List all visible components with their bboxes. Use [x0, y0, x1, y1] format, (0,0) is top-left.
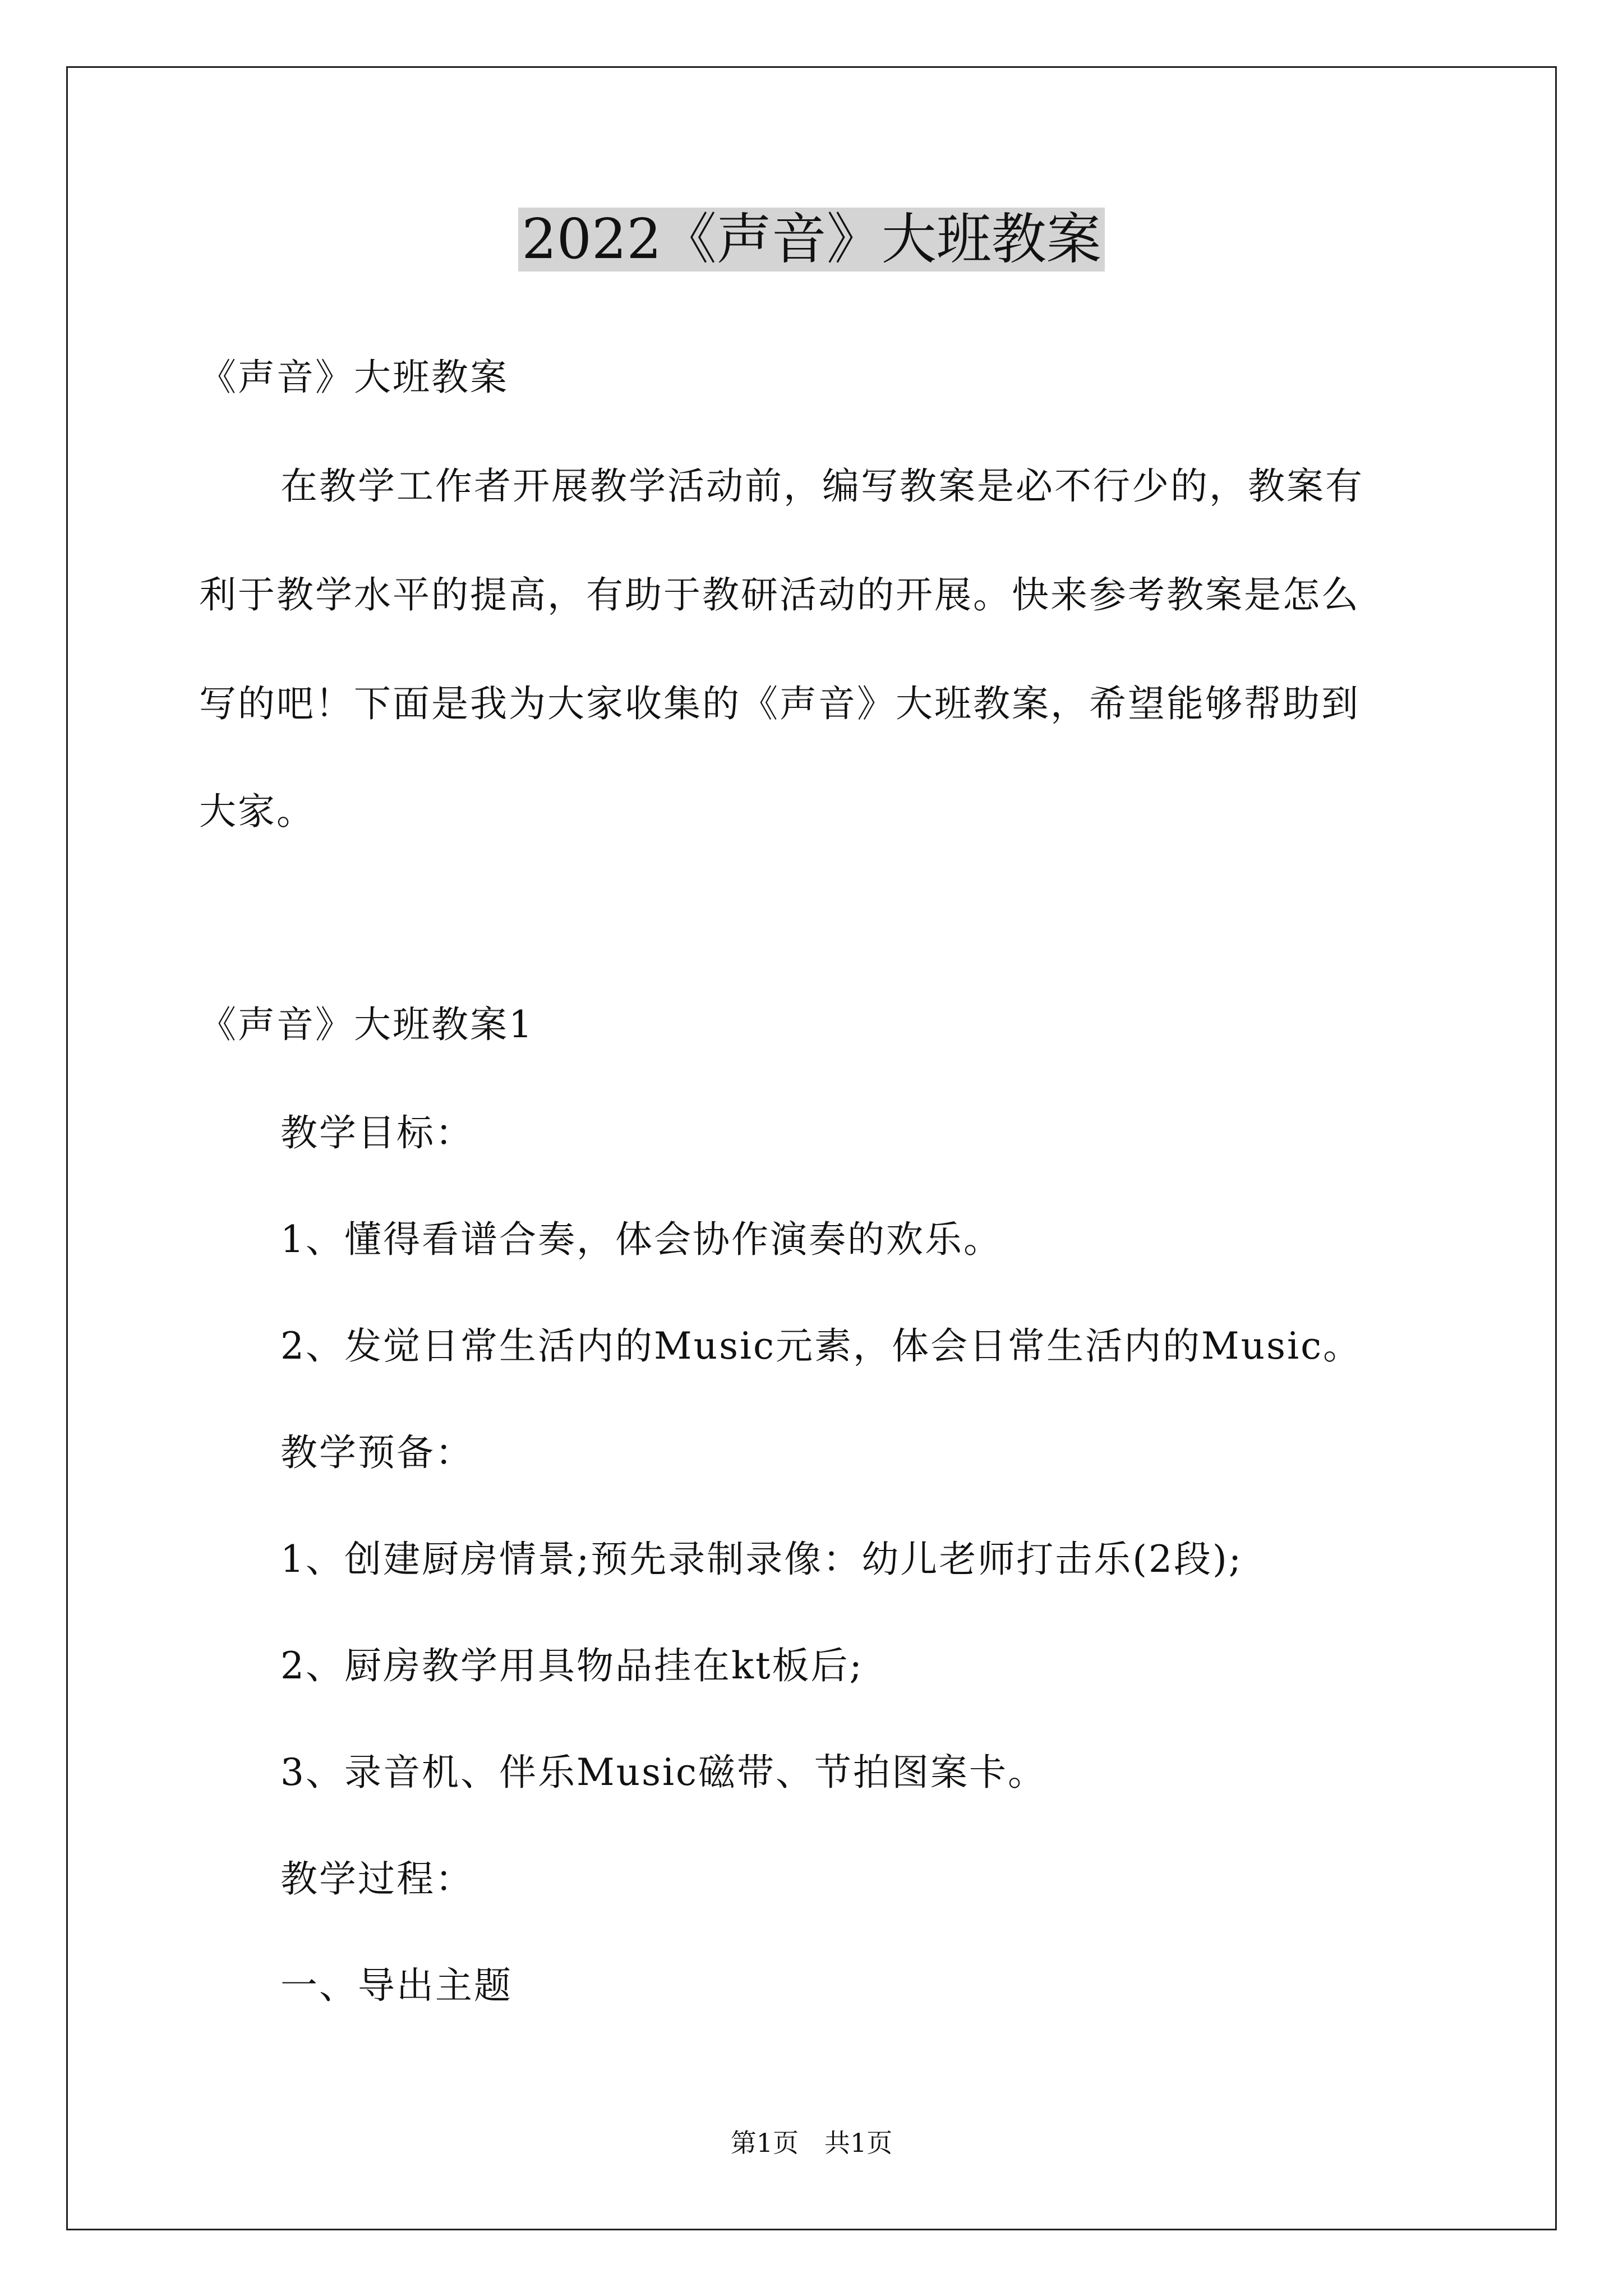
body-line: 2、厨房教学用具物品挂在kt板后; [280, 1644, 864, 1687]
body-line: 3、录音机、伴乐Music磁带、节拍图案卡。 [280, 1751, 1047, 1794]
section-heading: 《声音》大班教案1 [199, 1003, 534, 1046]
body-line: 教学过程： [280, 1857, 474, 1901]
document-subtitle: 《声音》大班教案 [199, 356, 509, 399]
intro-line: 大家。 [199, 790, 315, 833]
document-title [0, 197, 1623, 282]
body-line: 1、懂得看谱合奏，体会协作演奏的欢乐。 [280, 1218, 1002, 1261]
page-footer: 第1页 共1页 [730, 2128, 893, 2158]
intro-line: 在教学工作者开展教学活动前，编写教案是必不行少的，教案有 [280, 464, 1364, 508]
intro-line: 写的吧！下面是我为大家收集的《声音》大班教案，希望能够帮助到 [199, 682, 1360, 725]
body-line: 2、发觉日常生活内的Music元素，体会日常生活内的Music。 [280, 1324, 1362, 1368]
document-title-text: 2022《声音》大班教案 [518, 208, 1104, 272]
body-line: 1、创建厨房情景;预先录制录像：幼儿老师打击乐(2段); [280, 1538, 1243, 1581]
body-line: 教学目标： [280, 1111, 474, 1154]
body-line: 教学预备： [280, 1431, 474, 1474]
body-line: 一、导出主题 [280, 1964, 513, 2007]
intro-line: 利于教学水平的提高，有助于教研活动的开展。快来参考教案是怎么 [199, 573, 1360, 616]
